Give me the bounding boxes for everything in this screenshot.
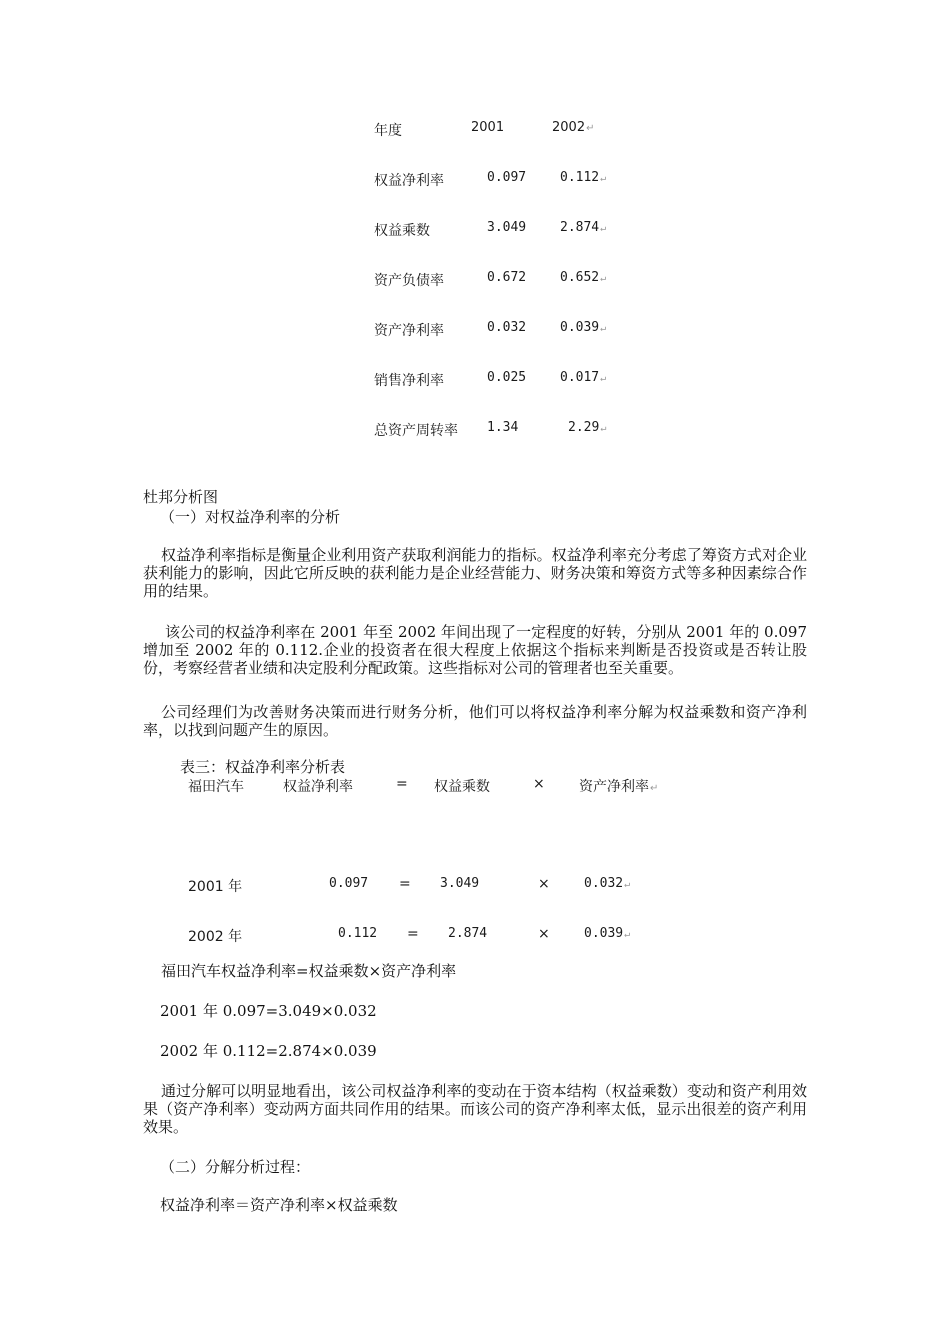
header-times: × (533, 776, 545, 792)
table-row (374, 416, 624, 466)
row-value-2001: 3.049 (487, 220, 527, 235)
paragraph-2: 该公司的权益净利率在 2001 年至 2002 年间出现了一定程度的好转，分别从 2001 年的 0.097 增加至 2002 年的 0.112.企业的投资者在很大程度上依据这个指标来判断是否投资或是否转让股份，考察经营者业绩和决定股利分配政策。这些指标对公司的管理者也至关重要。 (143, 623, 807, 677)
row-roa: 0.032↵ (584, 876, 631, 891)
row-value-2002: 0.017↵ (560, 370, 607, 385)
figure-caption: 杜邦分析图 (143, 488, 219, 506)
header-roa: 资产净利率↵ (579, 779, 659, 795)
table-row (374, 316, 624, 366)
row-value-2002: 0.039↵ (560, 320, 607, 335)
row-roe: 0.112 (338, 926, 378, 941)
analysis-table (186, 776, 666, 945)
table-row (374, 166, 624, 216)
row-equals: = (399, 876, 411, 892)
row-value-2002: 0.652↵ (560, 270, 607, 285)
row-label: 权益乘数 (374, 223, 430, 239)
formula-line: 福田汽车权益净利率=权益乘数×资产净利率 (161, 962, 457, 980)
formula-2001: 2001 年 0.097=3.049×0.032 (160, 1002, 377, 1020)
row-label: 销售净利率 (374, 373, 444, 389)
row-value-2001: 0.097 (487, 170, 527, 185)
row-year: 2002 年 (188, 929, 243, 945)
row-label: 总资产周转率 (374, 423, 458, 439)
paragraph-1: 权益净利率指标是衡量企业利用资产获取利润能力的指标。权益净利率充分考虑了筹资方式对企业获利能力的影响，因此它所反映的获利能力是企业经营能力、财务决策和筹资方式等多种因素综合作用的结果。 (143, 546, 807, 600)
paragraph-mark-icon: ↵ (624, 879, 631, 890)
row-equity-multiplier: 3.049 (440, 876, 480, 891)
table-row (374, 366, 624, 416)
header-2002: 2002↵ (552, 120, 595, 135)
formula-decomposition: 权益净利率＝资产净利率×权益乘数 (160, 1196, 398, 1214)
row-label: 权益净利率 (374, 173, 444, 189)
row-roe: 0.097 (329, 876, 369, 891)
header-year: 年度 (374, 123, 402, 139)
analysis-table-header (186, 776, 666, 826)
row-value-2001: 0.025 (487, 370, 527, 385)
row-value-2002: 2.29↵ (568, 420, 607, 435)
row-value-2001: 0.032 (487, 320, 527, 335)
table-row (186, 876, 666, 926)
paragraph-mark-icon: ↵ (600, 223, 607, 234)
paragraph-3: 公司经理们为改善财务决策而进行财务分析，他们可以将权益净利率分解为权益乘数和资产净利率，以找到问题产生的原因。 (143, 703, 807, 739)
formula-2002: 2002 年 0.112=2.874×0.039 (160, 1042, 377, 1060)
header-2001: 2001 (471, 120, 505, 135)
row-value-2001: 0.672 (487, 270, 527, 285)
paragraph-mark-icon: ↵ (600, 273, 607, 284)
header-roe: 权益净利率 (283, 779, 353, 795)
row-label: 资产负债率 (374, 273, 444, 289)
table-row (374, 216, 624, 266)
row-value-2001: 1.34 (487, 420, 519, 435)
header-equals: = (396, 776, 408, 792)
row-value-2002: 0.112↵ (560, 170, 607, 185)
row-value-2002: 2.874↵ (560, 220, 607, 235)
row-equity-multiplier: 2.874 (448, 926, 488, 941)
table3-caption: 表三：权益净利率分析表 (180, 758, 346, 776)
header-company: 福田汽车 (188, 779, 244, 795)
row-label: 资产净利率 (374, 323, 444, 339)
paragraph-mark-icon: ↵ (600, 323, 607, 334)
table-row (186, 826, 666, 876)
paragraph-mark-icon: ↵ (600, 423, 607, 434)
ratio-table-header (374, 116, 624, 166)
header-equity-multiplier: 权益乘数 (434, 779, 490, 795)
paragraph-4: 通过分解可以明显地看出，该公司权益净利率的变动在于资本结构（权益乘数）变动和资产利用效果（资产净利率）变动两方面共同作用的结果。而该公司的资产净利率太低，显示出很差的资产利用效果。 (143, 1082, 807, 1136)
row-roa: 0.039↵ (584, 926, 631, 941)
row-equals: = (407, 926, 419, 942)
section-title-2: （二）分解分析过程： (160, 1158, 311, 1176)
row-times: × (538, 926, 550, 942)
row-year: 2001 年 (188, 879, 243, 895)
paragraph-mark-icon: ↵ (650, 783, 659, 794)
paragraph-mark-icon: ↵ (624, 929, 631, 940)
paragraph-mark-icon: ↵ (586, 123, 595, 134)
row-times: × (538, 876, 550, 892)
table-row (374, 266, 624, 316)
ratio-table (374, 116, 624, 466)
section-title-1: （一）对权益净利率的分析 (160, 508, 341, 526)
paragraph-mark-icon: ↵ (600, 173, 607, 184)
paragraph-mark-icon: ↵ (600, 373, 607, 384)
